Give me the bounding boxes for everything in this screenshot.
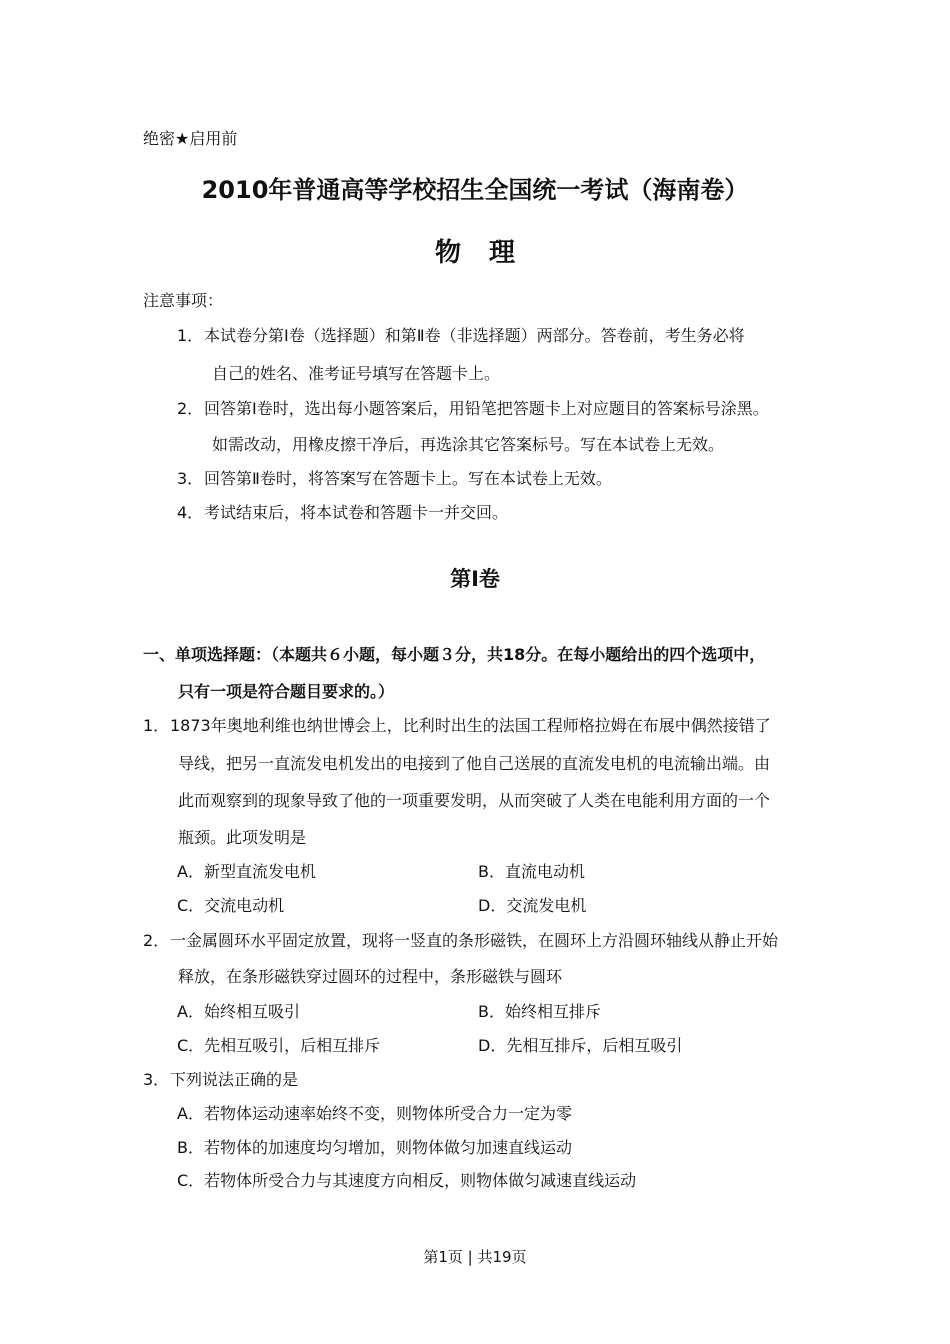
notice-item-1-line-1: 本试卷分第Ⅰ卷（选择题）和第Ⅱ卷（非选择题）两部分。答卷前，考生务必将 — [204, 326, 745, 345]
part-heading-line-1: 一、单项选择题：（本题共６小题，每小题３分，共18分。在每小题给出的四个选项中， — [143, 645, 766, 664]
notice-item-1-num: 1． — [177, 326, 204, 345]
question-1-option-c: C．交流电动机 — [177, 896, 285, 915]
question-1-option-b: B．直流电动机 — [478, 862, 585, 881]
question-1-num: 1． — [143, 716, 170, 735]
question-1-line-1: 1873年奥地利维也纳世博会上，比利时出生的法国工程师格拉姆在布展中偶然接错了 — [170, 716, 771, 735]
notice-item-3-line-1: 回答第Ⅱ卷时，将答案写在答题卡上。写在本试卷上无效。 — [204, 469, 612, 488]
question-2-line-1: 一金属圆环水平固定放置，现将一竖直的条形磁铁，在圆环上方沿圆环轴线从静止开始 — [170, 931, 779, 950]
question-1-line-2: 导线，把另一直流发电机发出的电接到了他自己送展的直流发电机的电流输出端。由 — [178, 754, 771, 773]
exam-title: 2010年普通高等学校招生全国统一考试（海南卷） — [201, 176, 749, 204]
question-1-option-a: A．新型直流发电机 — [177, 862, 316, 881]
question-2-option-b: B．始终相互排斥 — [478, 1002, 601, 1021]
notice-item-3-num: 3． — [177, 469, 204, 488]
question-1-option-d: D．交流发电机 — [478, 896, 587, 915]
question-2-line-2: 释放，在条形磁铁穿过圆环的过程中，条形磁铁与圆环 — [178, 967, 563, 986]
page-footer: 第1页 | 共19页 — [423, 1248, 527, 1266]
question-3-option-c: C．若物体所受合力与其速度方向相反，则物体做匀减速直线运动 — [177, 1171, 637, 1190]
question-1-line-3: 此而观察到的现象导致了他的一项重要发明，从而突破了人类在电能利用方面的一个 — [178, 791, 771, 810]
notice-item-2-num: 2． — [177, 399, 204, 418]
notice-item-4-line-1: 考试结束后，将本试卷和答题卡一并交回。 — [204, 503, 509, 522]
question-3-num: 3． — [143, 1070, 170, 1089]
question-3-option-a: A．若物体运动速率始终不变，则物体所受合力一定为零 — [177, 1104, 572, 1123]
notice-item-2-line-1: 回答第Ⅰ卷时，选出每小题答案后，用铅笔把答题卡上对应题目的答案标号涂黑。 — [204, 399, 769, 418]
notice-item-2-line-2: 如需改动，用橡皮擦干净后，再选涂其它答案标号。写在本试卷上无效。 — [212, 435, 725, 454]
subject-title: 物理 — [434, 238, 543, 268]
question-2-option-d: D．先相互排斥，后相互吸引 — [478, 1036, 683, 1055]
question-1-line-4: 瓶颈。此项发明是 — [178, 828, 307, 847]
part-heading-line-2: 只有一项是符合题目要求的。） — [178, 682, 395, 701]
question-2-option-c: C．先相互吸引，后相互排斥 — [177, 1036, 381, 1055]
question-3-line-1: 下列说法正确的是 — [170, 1070, 299, 1089]
section-title: 第Ⅰ卷 — [450, 567, 500, 591]
question-2-option-a: A．始终相互吸引 — [177, 1002, 300, 1021]
question-3-option-b: B．若物体的加速度均匀增加，则物体做匀加速直线运动 — [177, 1138, 572, 1157]
notice-item-1-line-2: 自己的姓名、准考证号填写在答题卡上。 — [212, 364, 501, 383]
notice-item-4-num: 4． — [177, 503, 204, 522]
notice-title: 注意事项： — [143, 291, 224, 310]
confidential-label: 绝密★启用前 — [143, 129, 238, 148]
question-2-num: 2． — [143, 931, 170, 950]
